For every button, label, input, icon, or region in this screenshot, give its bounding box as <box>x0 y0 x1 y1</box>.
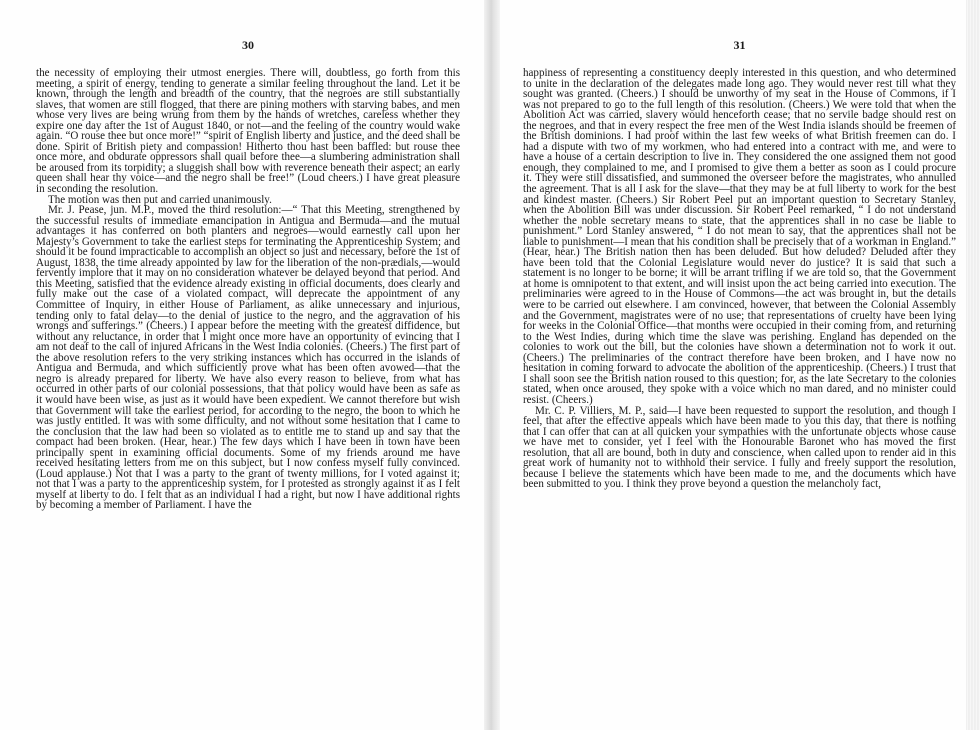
page-edges <box>966 0 980 730</box>
paragraph: Mr. C. P. Villiers, M. P., said—I have been requested to support the resolution, and though I feel, that after the effective appeals which have been made to you this day, that there is nothing that I can offer that can at all quicken your sympathies with the unfortunate objects whose cause we have met to consider, yet I feel with the Honourable Baronet who has moved the first resolution, that all are bound, both in duty and conscience, when called upon to render aid in this great work of humanity not to withhold their service. I fully and freely support the resolution, because I believe the statements which have been made to me, and the documents which have been submitted to you. I think they prove beyond a question the melancholy fact, <box>523 404 956 491</box>
right-page-body <box>523 68 956 490</box>
left-page <box>36 38 460 511</box>
paragraph: the necessity of employing their utmost energies. There will, doubtless, go forth from this meeting, a spirit of energy, tending to generate a similar feeling throughout the land. Let it be known, through the length and breadth of the country, that the negroes are still substantially slaves, that women are still flogged, that there are pining mothers with starving babes, and men whose very lives are being wrung from them by the hands of wretches, careless whether they expire one day after the 1st of August 1840, or not—and the feeling of the country would wake again. “O rouse thee but once more!” “spirit of English liberty and justice, and the deed shall be done. Spirit of British piety and compassion! Hitherto thou hast been baffled: but rouse thee once more, and obdurate oppressors shall quail before thee—a slumbering administration shall be aroused from its torpidity; a sluggish shall bow with reverence beneath their aspect; an early queen shall hear thy voice—and the negro shall be free!” (Loud cheers.) I have great pleasure in seconding the resolution. <box>36 67 460 196</box>
page-number-left: 30 <box>242 38 254 52</box>
paragraph: The motion was then put and carried unanimously. <box>48 193 272 206</box>
page-number-right: 31 <box>733 38 746 52</box>
paragraph: Mr. J. Pease, jun. M.P., moved the third resolution:—“ That this Meeting, strengthened by the successful results of immediate emancipation in Antigua and Bermuda—and the mutual advantages it has conferred on both planters and negroes—would earnestly call upon her Majesty’s Government to take the earliest steps for terminating the Apprenticeship System; and should it be found impracticable to accomplish an object so just and necessary, before the 1st of August, 1838, the time already appointed by law for the liberation of the non-prædials,—would fervently implore that it may on no consideration whatever be delayed beyond that period. And this Meeting, satisfied that the evidence already existing in official documents, does clearly and fully make out the case of a violated compact, will deprecate the appointment of any Committee of Inquiry, in either House of Parliament, as alike unnecessary and injurious, tending only to fatal delay—to the denial of justice to the negro, and the aggravation of his wrongs and sufferings.” (Cheers.) I appear before the meeting with the greatest diffidence, but without any reluctance, in order that I might once more have an opportunity of evincing that I am not deaf to the call of injured Africans in the West India colonies. (Cheers.) The first part of the above resolution refers to the very striking instances which has occurred in the islands of Antigua and Bermuda, and which sufficiently prove what has been often avowed—that the negro is already prepared for liberty. We have also every reason to believe, from what has occurred in other parts of our colonial possessions, that that policy would have been as safe as it would have been wise, as just as it would have been expedient. We cannot therefore but wish that Government will take the earliest period, for according to the negro, the boon to which he was justly entitled. It was with some difficulty, and not without some hesitation that I came to the conclusion that the law had been so violated as to entitle me to stand up and say that the compact had been broken. (Hear, hear.) The few days which I have been in town have been principally spent in examining official documents. Some of my friends around me have received hesitating letters from me on this subject, but I now confess myself fully convinced. (Loud applause.) Not that I was a party to the grant of twenty millions, for I voted against it; not that I was a party to the apprenticeship system, for I protested as strongly against it as I felt myself at liberty to do. I felt that as an individual I had a right, but now I have additional rights by becoming a member of Parliament. I have the <box>36 204 460 512</box>
book-gutter <box>484 0 500 730</box>
paragraph: happiness of representing a constituency deeply interested in this question, and who determined to unite in the declaration of the delegates made long ago. They would never rest till what they sought was granted. (Cheers.) I should be unworthy of my seat in the House of Commons, if I was not prepared to go to the full length of this resolution. (Cheers.) We were told that when the Abolition Act was carried, slavery would henceforth cease; that no servile badge should rest on the negroes, and that in every respect the free men of the West India islands should be freemen of the British dominions. I had proof within the last few weeks of what British freemen can do. I had a dispute with two of my workmen, who had entered into a contract with me, and were to have a house of a certain description to live in. They considered the one assigned them not good enough, they complained to me, and I promised to give them a better as soon as I could procure it. They were still dissatisfied, and summoned the overseer before the magistrates, who annulled the agreement. That is all I ask for the slave—that they may be at full liberty to work for the best and kindest master. (Cheers.) Sir Robert Peel put an important question to Secretary Stanley, when the Abolition Bill was under discussion. Sir Robert Peel remarked, “ I do not understand whether the noble secretary means to state, that the apprentices shall in no case be liable to punishment.” Lord Stanley answered, “ I do not mean to say, that the apprentices shall not be liable to punishment—I mean that his condition shall be precisely that of a workman in England.” (Hear, hear.) The British nation then has been deluded. But how deluded? Deluded after they have been told that the Colonial Legislature would never do justice? It is said that such a statement is no longer to be borne; it will be arrant trifling if we are told so, that the Government at home is omnipotent to that extent, and will insist upon the act being carried into execution. The preliminaries were agreed to in the House of Commons—the act was brought in, but the details were to be carried out elsewhere. I am convinced, however, that between the Colonial Assembly and the Government, magistrates were of no use; that representations of cruelty have been lying for weeks in the Colonial Office—that months were occupied in their coming from, and returning to the West Indies, during which time the slave was perishing. England has depended on the colonies to work out the bill, but the colonies have shown a determination not to work it out. (Cheers.) The preliminaries of the contract therefore have been broken, and I have now no hesitation in coming forward to advocate the abolition of the apprenticeship. (Cheers.) I trust that I shall soon see the British nation roused to this question; for, as the late Secretary to the colonies stated, when once aroused, they spoke with a voice which no man dared, and no minister could resist. (Cheers.) <box>523 67 956 406</box>
right-page <box>523 38 956 490</box>
left-page-body <box>36 68 460 511</box>
